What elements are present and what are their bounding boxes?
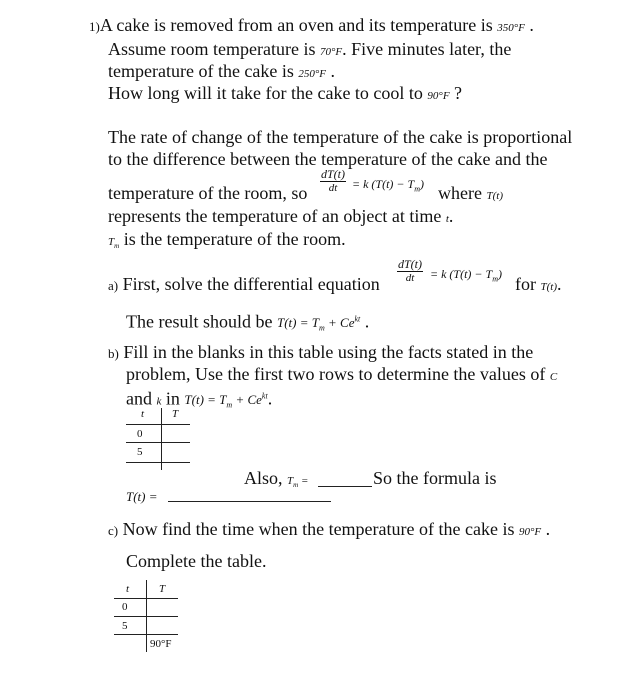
model-derivative — [320, 168, 346, 194]
part-a-derivative — [397, 258, 423, 284]
problem-line-1: 1)A cake is removed from an oven and its temperature is 350°F . — [89, 15, 534, 35]
part-c-table-rule-3 — [114, 634, 178, 635]
model-line-4 — [108, 205, 453, 230]
part-a-result-eq — [276, 315, 361, 333]
part-c-line-1 — [108, 518, 550, 543]
part-b-also-line — [244, 467, 308, 496]
part-a-result-end: . — [364, 311, 370, 332]
part-c-table-rule-1 — [114, 598, 178, 599]
part-c-line-2: Complete the table. — [126, 551, 267, 571]
part-a-label: a) — [108, 278, 119, 293]
part-b-C: C — [549, 371, 558, 383]
part-b-table-row-1-t: 5 — [137, 446, 143, 458]
part-b-eq-plus: + Ce — [232, 392, 262, 408]
model-text-4b: . — [448, 206, 454, 226]
part-b-also-sub: m — [293, 481, 299, 490]
part-b-table-rule-2 — [126, 442, 190, 443]
part-b-also-Tm — [287, 475, 309, 490]
part-a-result-lhs: T(t) = T — [276, 315, 319, 331]
model-text-5: is the temperature of the room. — [123, 229, 346, 249]
model-eq-text: = k (T(t) − T — [352, 177, 415, 191]
part-b-line-2 — [126, 363, 557, 388]
model-frac-den: dt — [328, 182, 338, 194]
part-b-table-rule-1 — [126, 424, 190, 425]
part-c-table-rule-2 — [114, 616, 178, 617]
part-a-result-sub: m — [319, 323, 325, 333]
model-line-1: The rate of change of the temperature of the cake is proportional — [108, 127, 573, 147]
part-b-k: k — [156, 395, 162, 408]
formula-blank[interactable] — [168, 501, 331, 502]
part-a-eq-close: ) — [497, 267, 502, 281]
part-a-eq-sub: m — [492, 274, 498, 284]
part-b-table-header-T: T — [172, 408, 179, 420]
part-b-table-row-0-t: 0 — [137, 428, 143, 440]
model-eq-close: ) — [419, 177, 424, 191]
model-t-var: t — [445, 213, 449, 225]
model-equation-tail — [352, 177, 424, 193]
model-eq-sub: m — [414, 184, 420, 194]
oven-temp: 350°F — [497, 22, 525, 34]
model-line-2: to the difference between the temperature of the cake and the — [108, 149, 548, 169]
model-where: where — [438, 183, 482, 203]
problem-text-1: A cake is removed from an oven and its temperature is — [99, 15, 493, 35]
problem-number: 1) — [89, 19, 100, 34]
part-a-equation-tail — [430, 267, 502, 283]
part-b-text-1: Fill in the blanks in this table using the facts stated in the — [123, 342, 534, 362]
problem-text-4: How long will it take for the cake to cool to — [108, 83, 423, 103]
part-b-table-divider — [161, 408, 162, 470]
part-a-result — [126, 309, 369, 340]
part-c-table-row-0-t: 0 — [122, 601, 128, 613]
part-b-also: Also, — [244, 468, 283, 488]
part-a-Tt: T(t) — [540, 281, 557, 293]
part-b-formula-lhs: T(t) = — [126, 489, 158, 504]
part-b-table-rule-3 — [126, 462, 190, 463]
problem-line-4 — [108, 82, 462, 107]
part-c-table-header-T: T — [159, 583, 166, 595]
model-Tm — [108, 236, 120, 251]
part-b-and: and — [126, 388, 152, 409]
part-b-text-2: problem, Use the first two rows to determine the values of — [126, 364, 546, 384]
model-line-3b — [438, 182, 503, 207]
five-min-temp: 250°F — [298, 68, 327, 80]
part-b-formula-text: So the formula is — [373, 468, 497, 488]
model-line-5 — [108, 228, 346, 257]
part-c-table-header-t: t — [126, 583, 130, 595]
part-c-table — [114, 580, 180, 655]
model-text-4: represents the temperature of an object at time — [108, 206, 442, 226]
room-temp: 70°F — [319, 46, 343, 58]
problem-line-3: temperature of the cake is 250°F . — [108, 61, 336, 81]
part-a-eq-text: = k (T(t) − T — [430, 267, 493, 281]
part-a-frac-den: dt — [405, 272, 415, 284]
model-frac-num: dT(t) — [321, 167, 345, 181]
model-Tt: T(t) — [486, 190, 503, 202]
part-b-line-1 — [108, 341, 533, 365]
part-b-table — [126, 408, 192, 478]
part-a-text: First, solve the differential equation — [122, 274, 380, 294]
part-b-eq-end: . — [267, 388, 273, 409]
part-c-table-last-T: 90°F — [150, 638, 172, 650]
part-a-end: . — [557, 274, 562, 294]
problem-text-4b: ? — [454, 83, 463, 103]
model-Tm-letter: T — [108, 236, 115, 248]
part-c-text-1: Now find the time when the temperature of the cake is — [122, 519, 515, 539]
part-b-in: in — [165, 388, 180, 409]
part-b-eq-sub: m — [226, 400, 233, 410]
part-a-result-sup: kt — [354, 315, 361, 324]
part-c-target-temp: 90°F — [518, 526, 542, 538]
part-a-line — [108, 273, 380, 297]
part-a-result-text: The result should be — [126, 311, 273, 332]
part-b-eq-lhs: T(t) = T — [184, 392, 227, 408]
part-c-table-row-1-t: 5 — [122, 620, 128, 632]
model-Tm-sub: m — [114, 242, 120, 251]
problem-text-3: temperature of the cake is — [108, 61, 294, 81]
part-c-label: c) — [108, 523, 119, 538]
target-temp: 90°F — [427, 90, 450, 102]
problem-text-2: Assume room temperature is — [108, 39, 316, 59]
part-b-table-header-t: t — [141, 408, 145, 420]
part-b-also-eq: = — [300, 475, 309, 487]
problem-text-2b: . Five minutes later, the — [342, 39, 512, 59]
model-text-3: temperature of the room, so — [108, 183, 308, 203]
part-b-eq-sup: kt — [261, 392, 268, 401]
part-b-label: b) — [108, 346, 119, 361]
part-a-line-b — [515, 273, 562, 298]
part-c-end: . — [545, 519, 551, 539]
part-a-frac-num: dT(t) — [398, 257, 422, 271]
part-a-for: for — [515, 274, 536, 294]
part-b-also-T: T — [287, 475, 294, 487]
model-line-3 — [108, 182, 307, 204]
part-b-eq — [184, 392, 268, 410]
part-a-result-plus: + Ce — [324, 315, 355, 331]
room-temp-blank[interactable] — [318, 486, 372, 487]
